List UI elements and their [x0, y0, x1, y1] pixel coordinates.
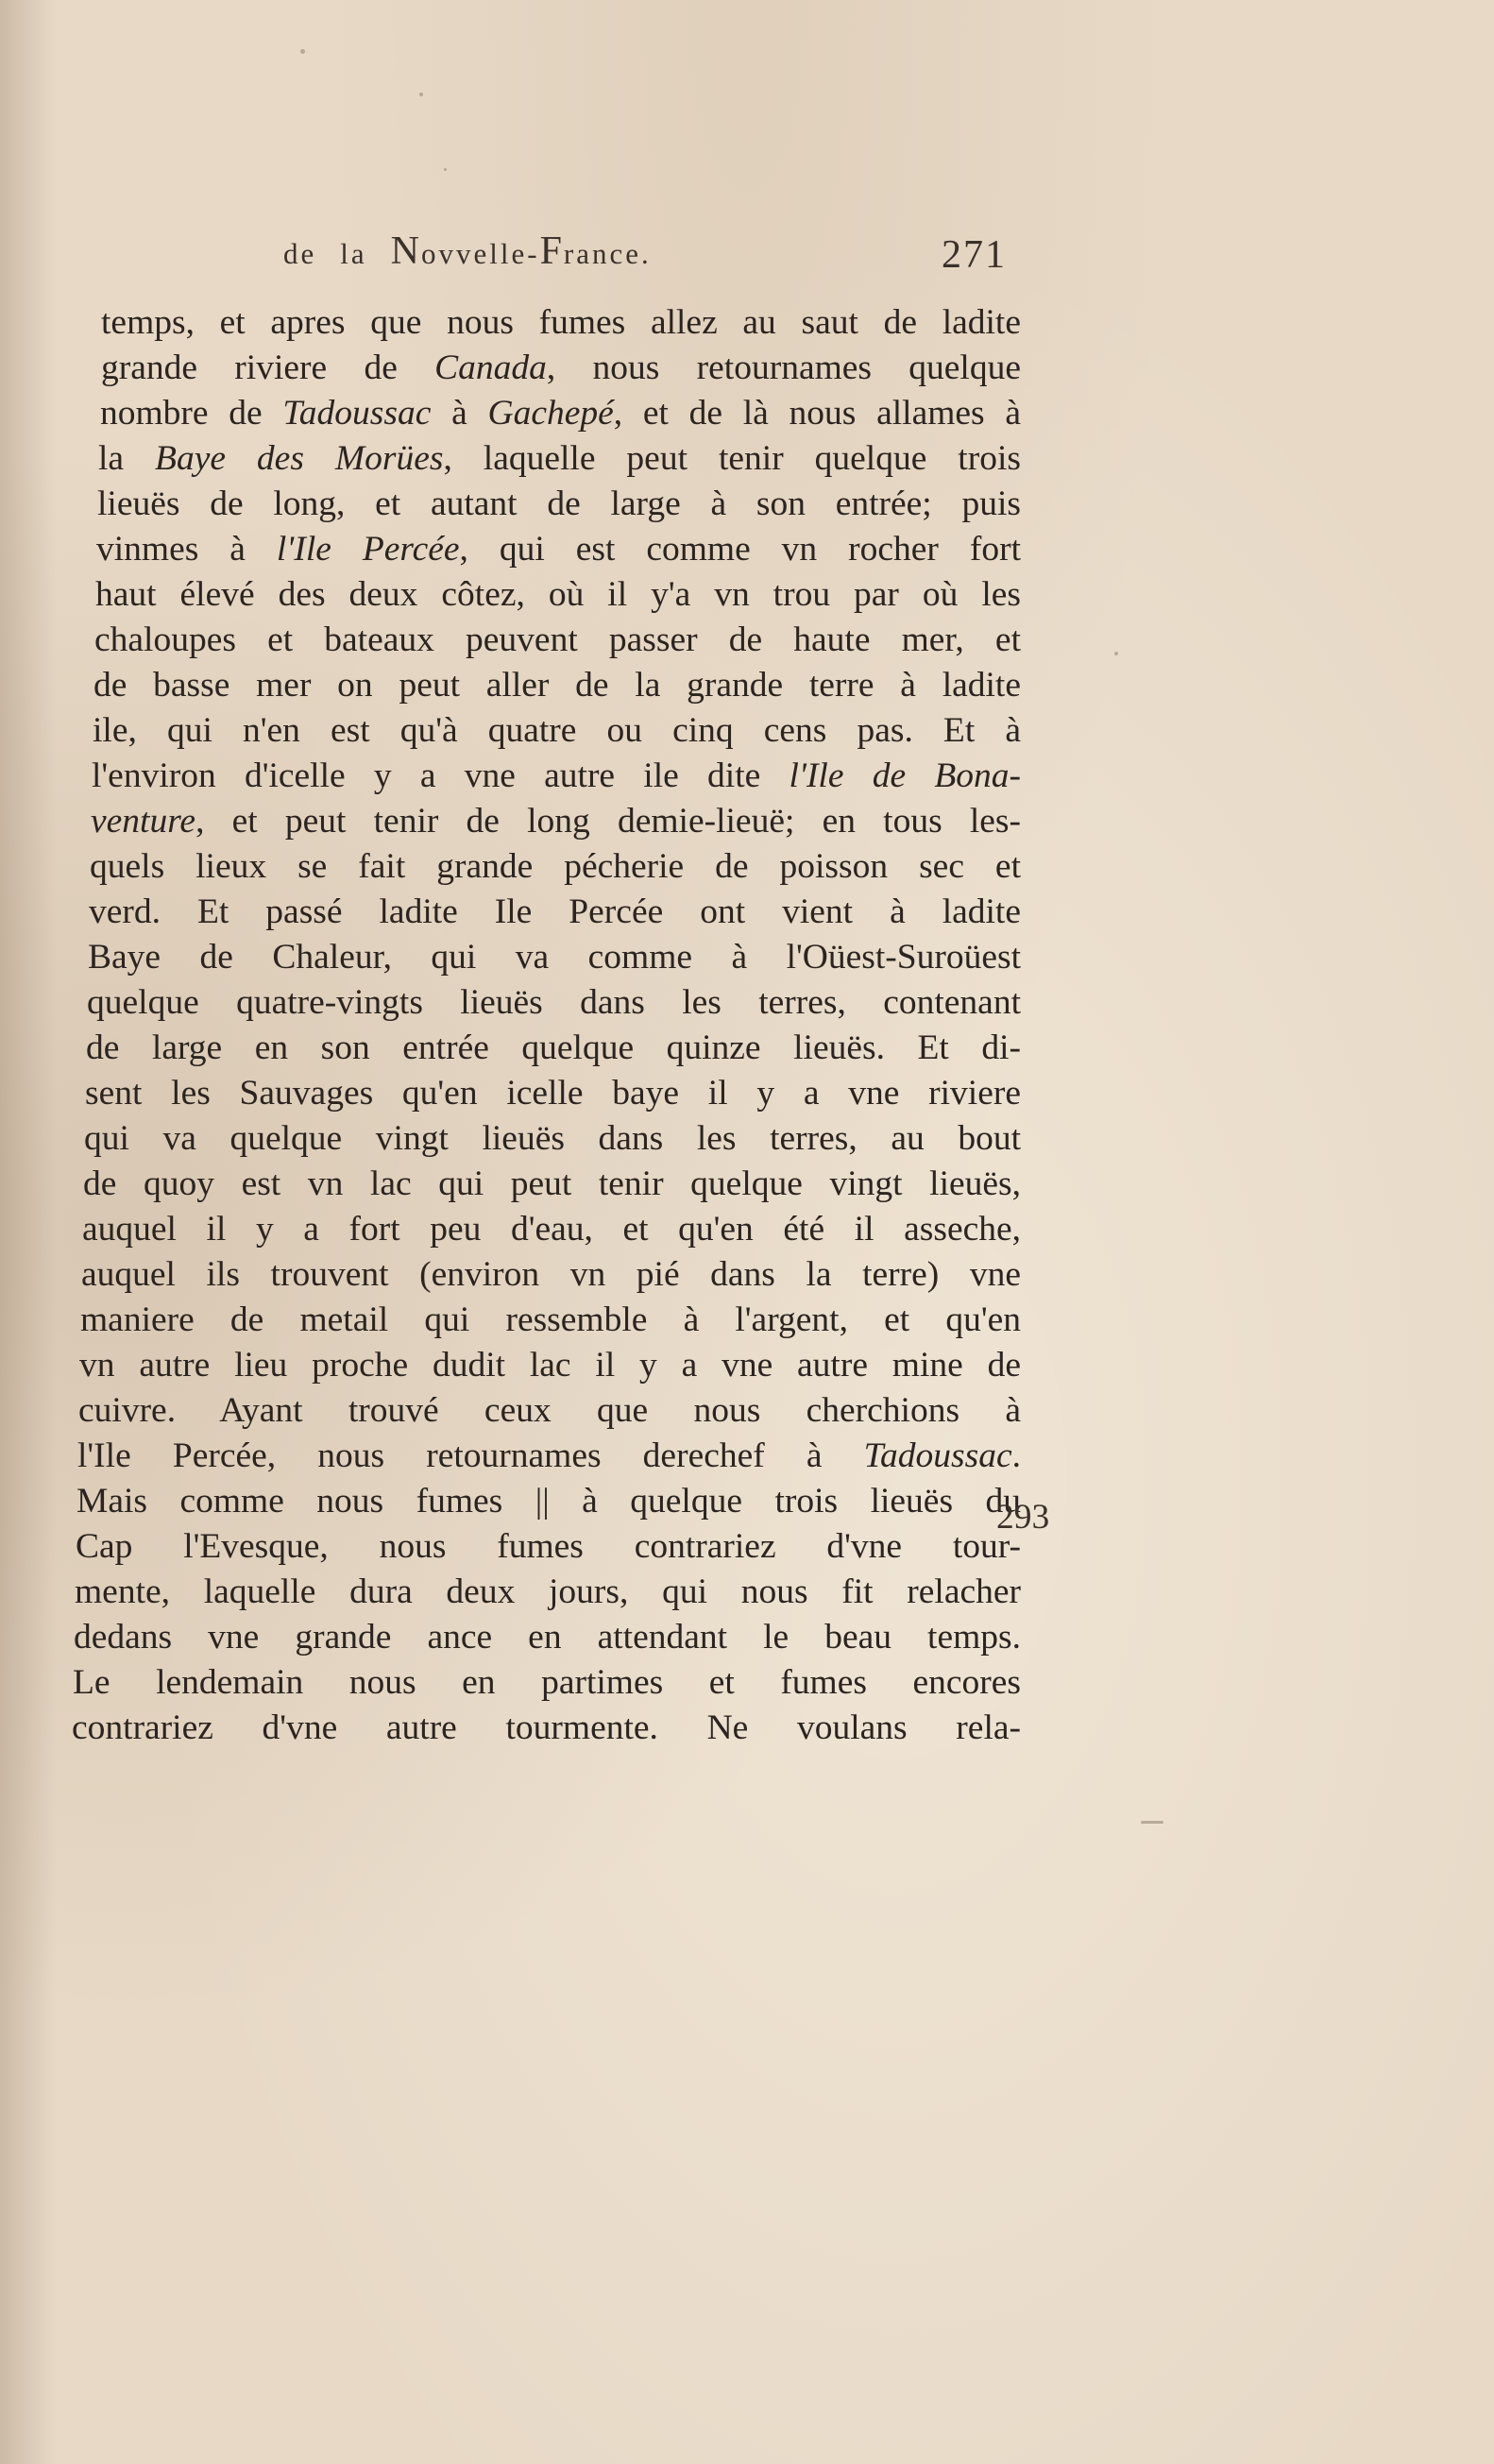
text-segment: grande riviere de	[101, 348, 435, 387]
text-line	[93, 708, 1021, 754]
text-segment: nombre de	[100, 394, 283, 433]
text-line	[79, 1343, 1021, 1388]
text-line	[75, 1570, 1021, 1615]
text-segment: maniere de metail qui ressemble à l'argent, et qu'en	[80, 1300, 1021, 1339]
running-title-word: de	[283, 237, 317, 270]
text-line	[97, 482, 1021, 527]
text-line	[80, 1298, 1021, 1343]
text-segment: .	[1011, 1436, 1021, 1475]
text-segment: de basse mer on peut aller de la grande terre à ladite	[93, 666, 1021, 705]
text-line	[100, 391, 1021, 436]
text-segment: la	[98, 439, 156, 478]
text-segment: , laquelle peut tenir quelque trois	[443, 439, 1021, 478]
text-line	[87, 980, 1021, 1026]
text-segment: Cap l'Evesque, nous fumes contrariez d'vne tour-	[76, 1527, 1021, 1566]
running-title-word: rance.	[563, 237, 652, 270]
text-segment: chaloupes et bateaux peuvent passer de haute mer, et	[94, 620, 1021, 659]
text-line	[88, 935, 1021, 980]
text-line	[93, 663, 1021, 708]
running-title-word: ovvelle-	[420, 237, 540, 270]
paper-speck	[419, 93, 423, 96]
text-line	[76, 1479, 1021, 1524]
text-segment: mente, laquelle dura deux jours, qui nous fit relacher	[75, 1572, 1021, 1611]
running-title-word: la	[340, 237, 367, 270]
text-line	[77, 1434, 1021, 1479]
paper-speck	[1141, 1821, 1163, 1824]
paper-speck	[1114, 652, 1118, 655]
text-segment: , qui est comme vn rocher fort	[459, 530, 1021, 569]
text-line	[76, 1524, 1021, 1570]
text-segment: , nous retournames quelque	[546, 348, 1021, 387]
text-segment: ile, qui n'en est qu'à quatre ou cinq cens pas. Et à	[93, 711, 1021, 750]
running-head	[283, 219, 1020, 285]
running-title	[283, 229, 652, 274]
text-segment: contrariez d'vne autre tourmente. Ne voulans rela-	[72, 1708, 1021, 1747]
text-line	[73, 1660, 1021, 1706]
text-line	[78, 1388, 1021, 1434]
running-title-initial: N	[390, 229, 421, 273]
text-line	[82, 1207, 1021, 1252]
text-segment: auquel il y a fort peu d'eau, et qu'en été il asseche,	[82, 1210, 1021, 1249]
text-line	[81, 1252, 1021, 1298]
text-segment: vn autre lieu proche dudit lac il y a vne autre mine de	[79, 1346, 1021, 1385]
text-segment: quelque quatre-vingts lieuës dans les terres, contenant	[87, 983, 1021, 1022]
text-segment: Baye de Chaleur, qui va comme à l'Oüest-Suroüest	[88, 938, 1021, 977]
italic-text: venture	[91, 802, 196, 841]
text-line	[86, 1026, 1021, 1071]
body-text	[59, 300, 1021, 1751]
italic-text: Canada	[434, 348, 547, 387]
margin-page-reference: 293	[996, 1498, 1050, 1537]
text-segment: de quoy est vn lac qui peut tenir quelque vingt lieuës,	[83, 1164, 1021, 1203]
text-segment: quels lieux se fait grande pécherie de poisson sec et	[90, 847, 1021, 886]
text-segment: dedans vne grande ance en attendant le beau temps.	[74, 1618, 1021, 1657]
text-segment: verd. Et passé ladite Ile Percée ont vient à ladite	[89, 892, 1021, 931]
text-line	[72, 1706, 1021, 1751]
text-line	[92, 754, 1021, 799]
text-segment: Le lendemain nous en partimes et fumes encores	[73, 1663, 1021, 1702]
text-segment: Mais comme nous fumes || à quelque trois lieuës du	[76, 1482, 1021, 1521]
text-segment: de large en son entrée quelque quinze lieuës. Et di-	[86, 1028, 1021, 1067]
text-line	[85, 1071, 1021, 1116]
italic-text: Tadoussac	[282, 394, 432, 433]
italic-text: Gachepé	[487, 394, 614, 433]
text-segment: sent les Sauvages qu'en icelle baye il y a vne riviere	[85, 1074, 1021, 1113]
paper-speck	[300, 49, 305, 54]
paper-speck	[444, 168, 447, 171]
text-line	[89, 890, 1021, 935]
running-title-initial: F	[539, 229, 564, 273]
text-segment: l'environ d'icelle y a vne autre ile dite	[92, 756, 789, 795]
italic-text: Baye des Morües	[155, 439, 444, 478]
text-segment: haut élevé des deux côtez, où il y'a vn trou par où les	[95, 575, 1021, 614]
italic-text: l'Ile Percée	[276, 530, 460, 569]
text-segment: vinmes à	[96, 530, 277, 569]
text-line	[95, 572, 1021, 618]
text-segment: cuivre. Ayant trouvé ceux que nous cherchions à	[78, 1391, 1021, 1430]
text-segment: , et de là nous allames à	[613, 394, 1021, 433]
text-line	[83, 1162, 1021, 1207]
text-line	[90, 844, 1021, 890]
page-number: 271	[942, 233, 1007, 277]
text-line	[101, 300, 1021, 346]
page-edge-shadow	[0, 0, 57, 2464]
text-line	[101, 346, 1021, 391]
text-segment: à	[431, 394, 488, 433]
text-line	[98, 436, 1021, 482]
text-segment: temps, et apres que nous fumes allez au saut de ladite	[101, 303, 1021, 342]
text-segment: l'Ile Percée, nous retournames derechef à	[77, 1436, 864, 1475]
text-line	[94, 618, 1021, 663]
text-line	[91, 799, 1021, 844]
italic-text: l'Ile de Bona-	[789, 756, 1021, 795]
text-segment: auquel ils trouvent (environ vn pié dans la terre) vne	[81, 1255, 1021, 1294]
italic-text: Tadoussac	[863, 1436, 1012, 1475]
text-line	[74, 1615, 1021, 1660]
text-line	[96, 527, 1021, 572]
text-segment: lieuës de long, et autant de large à son entrée; puis	[97, 484, 1021, 523]
text-segment: , et peut tenir de long demie-lieuë; en tous les-	[195, 802, 1021, 841]
text-line	[84, 1116, 1021, 1162]
text-segment: qui va quelque vingt lieuës dans les terres, au bout	[84, 1119, 1021, 1158]
